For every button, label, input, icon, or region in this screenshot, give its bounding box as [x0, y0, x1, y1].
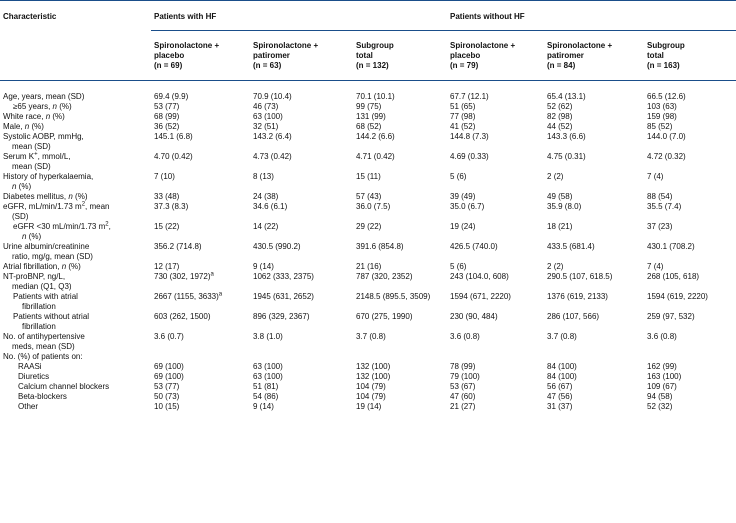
table-row — [0, 362, 736, 372]
table-cell: 51 (81) — [253, 382, 279, 391]
table-cell: 35.9 (8.0) — [547, 202, 582, 211]
table-cell: 63 (100) — [253, 112, 283, 121]
table-cell: 5 (6) — [450, 172, 467, 181]
table-cell: 5 (6) — [450, 262, 467, 271]
row-label: ≥65 years, n (%) — [13, 102, 72, 111]
row-label: Patients without atrial fibrillation — [13, 312, 90, 331]
table-cell: 19 (14) — [356, 402, 382, 411]
table-cell — [447, 352, 544, 362]
table-cell: 143.2 (6.4) — [253, 132, 292, 141]
subgroup-header-row — [0, 31, 736, 81]
table-cell: 47 (60) — [450, 392, 476, 401]
table-cell: 4.73 (0.42) — [253, 152, 292, 161]
table-cell: 2667 (1155, 3633)$^a$ — [154, 291, 223, 301]
table-cell: 70.9 (10.4) — [253, 92, 292, 101]
table-cell: 49 (58) — [547, 192, 573, 201]
table-cell: 132 (100) — [356, 362, 391, 371]
row-label: Serum K+, mmol/L, mean (SD) — [3, 151, 71, 171]
table-cell: 4.71 (0.42) — [356, 152, 395, 161]
header-spacer — [0, 31, 151, 81]
table-cell: 243 (104.0, 608) — [450, 272, 509, 281]
table-cell: 44 (52) — [547, 122, 573, 131]
table-cell: 430.5 (990.2) — [253, 242, 301, 251]
table-cell: 35.5 (7.4) — [647, 202, 682, 211]
table-row — [0, 292, 736, 312]
table-row — [0, 172, 736, 192]
table-cell: 35.0 (6.7) — [450, 202, 485, 211]
table-row — [0, 272, 736, 292]
table-cell: 15 (22) — [154, 222, 180, 231]
table-cell: 31 (37) — [547, 402, 573, 411]
row-label: eGFR, mL/min/1.73 $m^2$, mean (SD) — [3, 201, 110, 221]
table-cell: 290.5 (107, 618.5) — [547, 272, 613, 281]
table-row — [0, 132, 736, 152]
table-cell: 18 (21) — [547, 222, 573, 231]
table-cell: 68 (99) — [154, 112, 180, 121]
table-cell: 144.8 (7.3) — [450, 132, 489, 141]
table-row — [0, 392, 736, 402]
table-cell: 7 (10) — [154, 172, 175, 181]
table-cell: 88 (54) — [647, 192, 673, 201]
table-cell: 3.6 (0.8) — [450, 332, 480, 341]
table-cell — [544, 352, 644, 362]
table-cell: 39 (49) — [450, 192, 476, 201]
table-cell: 3.6 (0.7) — [154, 332, 184, 341]
table-cell: 787 (320, 2352) — [356, 272, 413, 281]
table-cell: 2148.5 (895.5, 3509) — [356, 292, 431, 301]
table-cell: 603 (262, 1500) — [154, 312, 211, 321]
table-cell: 14 (22) — [253, 222, 279, 231]
row-label: Age, years, mean (SD) — [3, 92, 85, 101]
table-cell: 131 (99) — [356, 112, 386, 121]
table-cell: 12 (17) — [154, 262, 180, 271]
table-cell: 356.2 (714.8) — [154, 242, 202, 251]
table-cell: 163 (100) — [647, 372, 682, 381]
table-cell: 3.7 (0.8) — [356, 332, 386, 341]
table-cell: 46 (73) — [253, 102, 279, 111]
table-cell: 79 (100) — [450, 372, 480, 381]
table-cell: 77 (98) — [450, 112, 476, 121]
table-cell: 47 (56) — [547, 392, 573, 401]
row-label: Beta-blockers — [18, 392, 67, 401]
table-cell: 1945 (631, 2652) — [253, 292, 314, 301]
table-cell: 41 (52) — [450, 122, 476, 131]
table-cell: 84 (100) — [547, 372, 577, 381]
table-row — [0, 222, 736, 242]
col-header: Spironolactone + patiromer (n = 63) — [253, 41, 319, 70]
table-cell: 37.3 (8.3) — [154, 202, 189, 211]
table-cell: 4.75 (0.31) — [547, 152, 586, 161]
table-cell: 145.1 (6.8) — [154, 132, 193, 141]
table-cell: 3.7 (0.8) — [547, 332, 577, 341]
table-row — [0, 122, 736, 132]
table-cell: 103 (63) — [647, 102, 677, 111]
characteristic-header: Characteristic — [3, 12, 57, 21]
table-cell: 52 (62) — [547, 102, 573, 111]
table-row — [0, 192, 736, 202]
table-cell: 99 (75) — [356, 102, 382, 111]
table-cell: 104 (79) — [356, 392, 386, 401]
row-label: RAASi — [18, 362, 42, 371]
row-label: Other — [18, 402, 39, 411]
table-row — [0, 262, 736, 272]
table-cell — [151, 352, 250, 362]
table-row — [0, 372, 736, 382]
table-cell: 1594 (671, 2220) — [450, 292, 511, 301]
table-cell: 4.72 (0.32) — [647, 152, 686, 161]
table-cell: 259 (97, 532) — [647, 312, 695, 321]
table-cell: 230 (90, 484) — [450, 312, 498, 321]
table-cell: 9 (14) — [253, 262, 274, 271]
table-cell: 132 (100) — [356, 372, 391, 381]
table-row — [0, 352, 736, 362]
table-row — [0, 152, 736, 172]
table-cell: 36.0 (7.5) — [356, 202, 391, 211]
table-cell: 52 (32) — [647, 402, 673, 411]
table-cell: 53 (77) — [154, 102, 180, 111]
table-cell: 69.4 (9.9) — [154, 92, 189, 101]
table-cell: 66.5 (12.6) — [647, 92, 686, 101]
table-cell: 104 (79) — [356, 382, 386, 391]
table-row — [0, 402, 736, 412]
table-cell: 57 (43) — [356, 192, 382, 201]
table-cell: 21 (27) — [450, 402, 476, 411]
table-row — [0, 112, 736, 122]
row-label: eGFR <30 mL/min/1.73 $m^2$, n (%) — [13, 221, 111, 241]
row-label: Systolic AOBP, mmHg, mean (SD) — [3, 132, 84, 151]
table-cell: 85 (52) — [647, 122, 673, 131]
row-label: Diuretics — [18, 372, 50, 381]
col-header: Subgroup total (n = 132) — [356, 41, 394, 70]
table-cell: 36 (52) — [154, 122, 180, 131]
table-cell: 433.5 (681.4) — [547, 242, 595, 251]
table-cell: 391.6 (854.8) — [356, 242, 404, 251]
table-cell: 82 (98) — [547, 112, 573, 121]
table-cell: 9 (14) — [253, 402, 274, 411]
col-header: Spironolactone + placebo (n = 69) — [154, 41, 220, 70]
table-cell: 53 (67) — [450, 382, 476, 391]
row-label: White race, n (%) — [3, 112, 65, 121]
table-cell: 7 (4) — [647, 262, 664, 271]
table-cell: 56 (67) — [547, 382, 573, 391]
table-cell: 24 (38) — [253, 192, 279, 201]
table-cell: 51 (65) — [450, 102, 476, 111]
table-row — [0, 202, 736, 222]
table-cell: 33 (48) — [154, 192, 180, 201]
table-cell: 78 (99) — [450, 362, 476, 371]
table-cell — [644, 352, 736, 362]
table-cell: 53 (77) — [154, 382, 180, 391]
table-cell: 8 (13) — [253, 172, 274, 181]
table-cell: 4.70 (0.42) — [154, 152, 193, 161]
table-cell: 65.4 (13.1) — [547, 92, 586, 101]
table-cell: 286 (107, 566) — [547, 312, 600, 321]
table-row — [0, 102, 736, 112]
table-cell: 670 (275, 1990) — [356, 312, 413, 321]
table-cell: 69 (100) — [154, 372, 184, 381]
table-cell: 3.6 (0.8) — [647, 332, 677, 341]
table-cell — [353, 352, 447, 362]
table-row — [0, 332, 736, 352]
table-row — [0, 242, 736, 262]
table-row — [0, 312, 736, 332]
table-cell: 896 (329, 2367) — [253, 312, 310, 321]
row-label: Urine albumin/creatinine ratio, mg/g, mean (SD) — [3, 242, 93, 261]
table-body — [0, 81, 736, 413]
group-header-hf: Patients with HF — [151, 1, 447, 31]
col-header: Spironolactone + placebo (n = 79) — [450, 41, 516, 70]
table-cell: 15 (11) — [356, 172, 381, 181]
table-cell: 426.5 (740.0) — [450, 242, 498, 251]
row-label: History of hyperkalaemia, n (%) — [3, 172, 94, 191]
table-cell: 7 (4) — [647, 172, 664, 181]
col-header: Spironolactone + patiromer (n = 84) — [547, 41, 613, 70]
row-label: NT-proBNP, ng/L, median (Q1, Q3) — [3, 272, 72, 291]
table-cell: 63 (100) — [253, 362, 283, 371]
row-label: Atrial fibrillation, n (%) — [3, 262, 81, 271]
table-cell: 34.6 (6.1) — [253, 202, 288, 211]
table-cell: 69 (100) — [154, 362, 184, 371]
table-cell: 3.8 (1.0) — [253, 332, 283, 341]
table-cell: 2 (2) — [547, 262, 564, 271]
col-header: Subgroup total (n = 163) — [647, 41, 685, 70]
table-cell: 144.0 (7.0) — [647, 132, 686, 141]
table-cell — [250, 352, 353, 362]
table-cell: 21 (16) — [356, 262, 382, 271]
table-cell: 162 (99) — [647, 362, 677, 371]
table-cell: 68 (52) — [356, 122, 382, 131]
table-cell: 67.7 (12.1) — [450, 92, 489, 101]
table-cell: 4.69 (0.33) — [450, 152, 489, 161]
table-cell: 32 (51) — [253, 122, 279, 131]
group-header-row — [0, 1, 736, 31]
table-cell: 50 (73) — [154, 392, 180, 401]
table-cell: 109 (67) — [647, 382, 677, 391]
table-cell: 10 (15) — [154, 402, 180, 411]
row-label: No. of antihypertensive meds, mean (SD) — [3, 332, 85, 351]
row-label: Patients with atrial fibrillation — [13, 292, 78, 311]
row-label: Calcium channel blockers — [18, 382, 110, 391]
row-label: Male, n (%) — [3, 122, 44, 131]
table-cell: 19 (24) — [450, 222, 476, 231]
table-cell: 1062 (333, 2375) — [253, 272, 314, 281]
table-cell: 143.3 (6.6) — [547, 132, 586, 141]
table-cell: 94 (58) — [647, 392, 673, 401]
table-cell: 54 (86) — [253, 392, 279, 401]
table-cell: 2 (2) — [547, 172, 564, 181]
table-cell: 159 (98) — [647, 112, 677, 121]
table-cell: 1376 (619, 2133) — [547, 292, 608, 301]
table-row — [0, 81, 736, 103]
row-label: Diabetes mellitus, n (%) — [3, 192, 88, 201]
table-cell: 144.2 (6.6) — [356, 132, 395, 141]
table-row — [0, 382, 736, 392]
table-cell: 430.1 (708.2) — [647, 242, 695, 251]
table-cell: 29 (22) — [356, 222, 382, 231]
table-cell: 63 (100) — [253, 372, 283, 381]
row-label: No. (%) of patients on: — [3, 352, 83, 361]
table-cell: 268 (105, 618) — [647, 272, 700, 281]
table-cell: 70.1 (10.1) — [356, 92, 395, 101]
table-cell: 84 (100) — [547, 362, 577, 371]
table-cell: 1594 (619, 2220) — [647, 292, 708, 301]
table-cell: 37 (23) — [647, 222, 673, 231]
table-cell: 730 (302, 1972)$^a$ — [154, 271, 214, 281]
group-header-no-hf: Patients without HF — [447, 1, 736, 31]
